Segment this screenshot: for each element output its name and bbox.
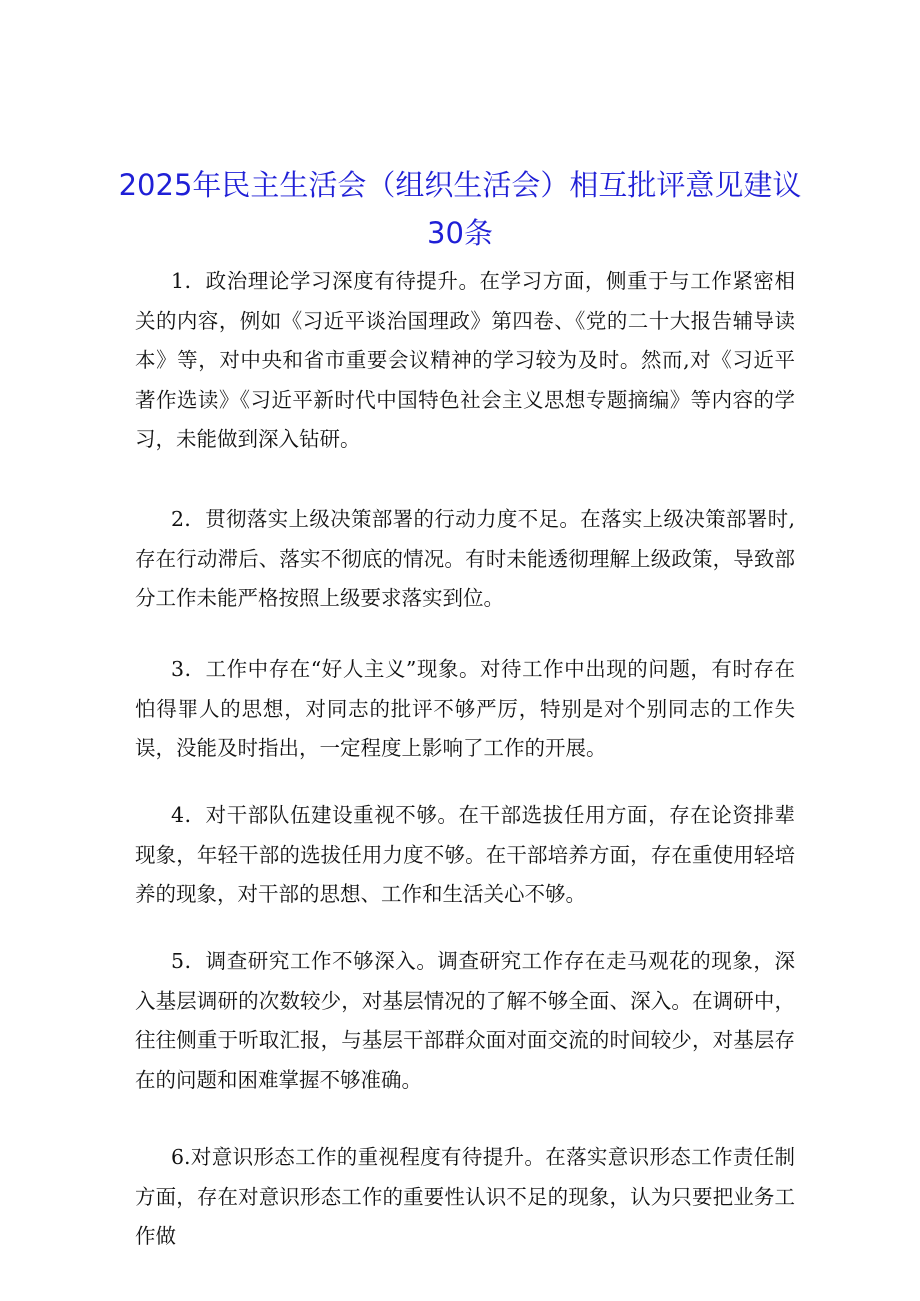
document-title-line-2: 30条 [427, 216, 493, 250]
paragraph-5: 5．调查研究工作不够深入。调查研究工作存在走马观花的现象，深入基层调研的次数较少，对基层情况的了解不够全面、深入。在调研中，往往侧重于听取汇报，与基层干部群众面对面交流的时间较少，对基层存在的问题和困难掌握不够准确。 [135, 949, 795, 1092]
document-title-line-1: 2025年民主生活会（组织生活会）相互批评意见建议 [118, 168, 802, 202]
paragraph-1: 1．政治理论学习深度有待提升。在学习方面，侧重于与工作紧密相关的内容，例如《习近平谈治国理政》第四卷、《党的二十大报告辅导读本》等，对中央和省市重要会议精神的学习较为及时。然而,对《习近平著作选读》《习近平新时代中国特色社会主义思想专题摘编》等内容的学习，未能做到深入钻研。 [135, 269, 795, 451]
paragraph-2: 2．贯彻落实上级决策部署的行动力度不足。在落实上级决策部署时,存在行动滞后、落实不彻底的情况。有时未能透彻理解上级政策，导致部分工作未能严格按照上级要求落实到位。 [135, 507, 795, 610]
paragraph-3: 3．工作中存在“好人主义”现象。对待工作中出现的问题，有时存在怕得罪人的思想，对同志的批评不够严厉，特别是对个别同志的工作失误，没能及时指出，一定程度上影响了工作的开展。 [135, 657, 795, 760]
paragraph-4: 4．对干部队伍建设重视不够。在干部选拔任用方面，存在论资排辈现象，年轻干部的选拔任用力度不够。在干部培养方面，存在重使用轻培养的现象，对干部的思想、工作和生活关心不够。 [135, 803, 795, 906]
paragraph-6: 6.对意识形态工作的重视程度有待提升。在落实意识形态工作责任制方面，存在对意识形态工作的重要性认识不足的现象，认为只要把业务工作做 [135, 1145, 795, 1248]
